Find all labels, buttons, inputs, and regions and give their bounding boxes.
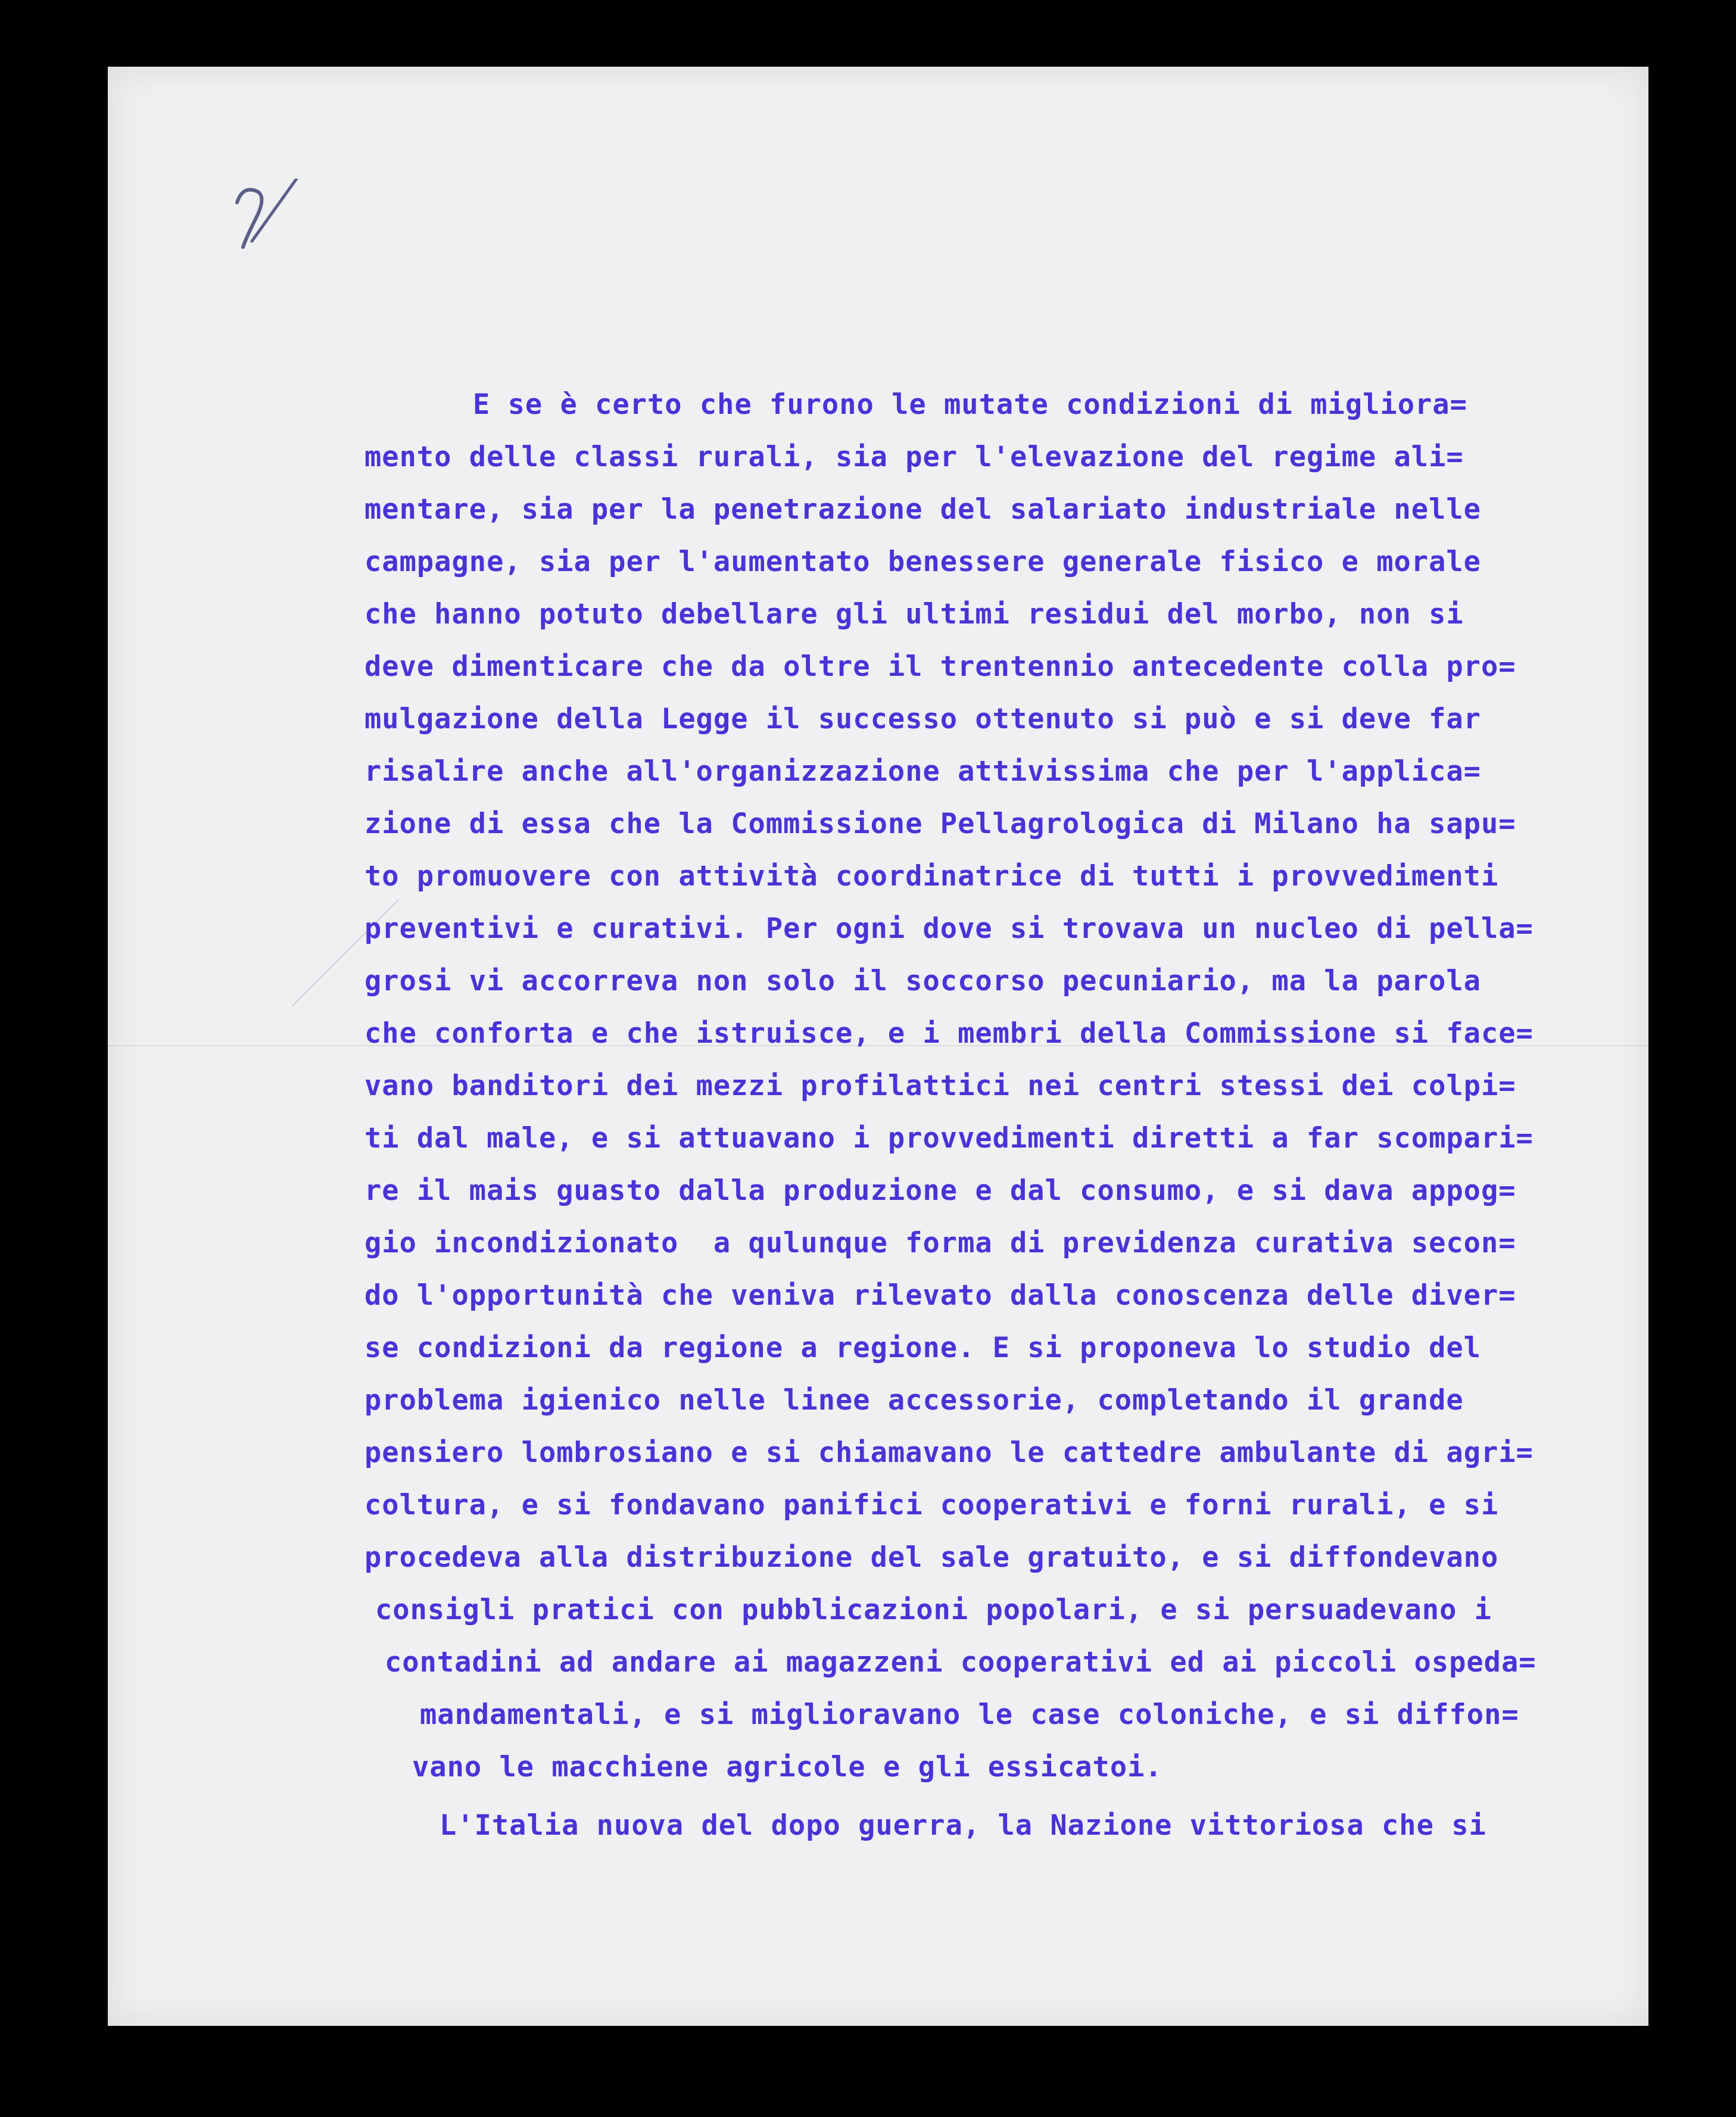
- text-line: che conforta e che istruisce, e i membri della Commissione si face=: [364, 1017, 1534, 1050]
- text-line: re il mais guasto dalla produzione e dal consumo, e si dava appog=: [364, 1174, 1516, 1207]
- text-line: contadini ad andare ai magazzeni cooperativi ed ai piccoli ospeda=: [385, 1646, 1536, 1679]
- text-line: mandamentali, e si miglioravano le case coloniche, e si diffon=: [420, 1698, 1519, 1731]
- text-line: problema igienico nelle linee accessorie, completando il grande: [364, 1384, 1464, 1417]
- text-line: vano banditori dei mezzi profilattici nei centri stessi dei colpi=: [364, 1070, 1516, 1102]
- text-line: zione di essa che la Commissione Pellagrologica di Milano ha sapu=: [364, 807, 1516, 840]
- text-line: ti dal male, e si attuavano i provvedimenti diretti a far scompari=: [364, 1122, 1534, 1155]
- text-line: mento delle classi rurali, sia per l'elevazione del regime ali=: [364, 441, 1464, 473]
- text-line: L'Italia nuova del dopo guerra, la Nazione vittoriosa che si: [440, 1809, 1486, 1842]
- text-line: che hanno potuto debellare gli ultimi residui del morbo, non si: [364, 598, 1464, 631]
- text-line: vano le macchiene agricole e gli essicatoi.: [412, 1751, 1162, 1784]
- text-line: to promuovere con attività coordinatrice di tutti i provvedimenti: [364, 860, 1499, 893]
- text-line: risalire anche all'organizzazione attivissima che per l'applica=: [364, 755, 1481, 788]
- text-line: grosi vi accorreva non solo il soccorso pecuniario, ma la parola: [364, 965, 1481, 997]
- text-line: gio incondizionato a qulunque forma di previdenza curativa secon=: [364, 1227, 1516, 1259]
- text-line: do l'opportunità che veniva rilevato dalla conoscenza delle diver=: [364, 1279, 1516, 1312]
- text-line: campagne, sia per l'aumentato benessere generale fisico e morale: [364, 545, 1481, 578]
- text-line: procedeva alla distribuzione del sale gratuito, e si diffondevano: [364, 1541, 1499, 1574]
- text-line: se condizioni da regione a regione. E si proponeva lo studio del: [364, 1332, 1481, 1364]
- text-line: pensiero lombrosiano e si chiamavano le cattedre ambulante di agri=: [364, 1436, 1534, 1469]
- text-line: E se è certo che furono le mutate condizioni di migliora=: [473, 388, 1467, 421]
- text-line: deve dimenticare che da oltre il trentennio antecedente colla pro=: [364, 650, 1516, 683]
- text-line: mulgazione della Legge il successo ottenuto si può e si deve far: [364, 703, 1481, 735]
- text-line: mentare, sia per la penetrazione del salariato industriale nelle: [364, 493, 1481, 526]
- text-line: preventivi e curativi. Per ogni dove si trovava un nucleo di pella=: [364, 912, 1534, 945]
- text-line: consigli pratici con pubblicazioni popolari, e si persuadevano i: [375, 1594, 1492, 1626]
- text-line: coltura, e si fondavano panifici cooperativi e forni rurali, e si: [364, 1489, 1499, 1522]
